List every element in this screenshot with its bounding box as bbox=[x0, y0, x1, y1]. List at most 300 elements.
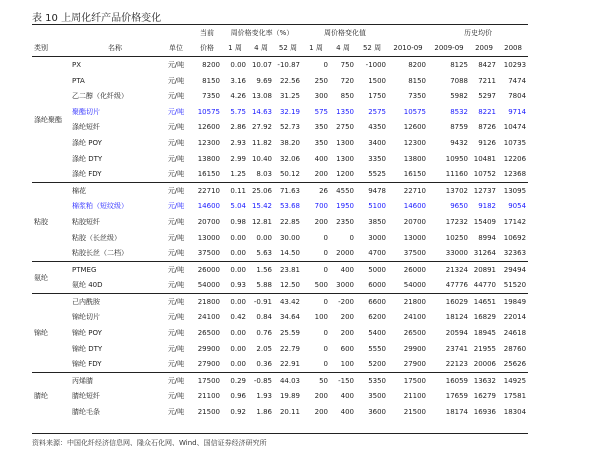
value-cell: 23.81 bbox=[274, 261, 302, 277]
product-name: 粘胶短纤 bbox=[72, 217, 100, 226]
unit-cell: 元/吨 bbox=[167, 392, 185, 401]
product-name: 棉花 bbox=[70, 182, 160, 198]
value-cell: 0.36 bbox=[256, 360, 272, 369]
product-name: 己内酰胺 bbox=[70, 294, 160, 310]
product-name: 粘胶（长丝级） bbox=[72, 233, 121, 242]
value-cell: 10.40 bbox=[251, 154, 272, 163]
value-cell: 1.25 bbox=[230, 170, 246, 179]
value-cell: 400 bbox=[314, 154, 328, 163]
col-2010-09: 2010-09 bbox=[388, 41, 428, 57]
value-cell: 0 bbox=[323, 249, 328, 258]
value-cell: 22.56 bbox=[279, 76, 300, 85]
value-cell: 30.00 bbox=[279, 233, 300, 242]
price-table bbox=[32, 24, 528, 420]
value-cell: 22710 bbox=[192, 182, 222, 198]
category-cell: 腈纶 bbox=[32, 373, 70, 420]
value-cell: 1500 bbox=[368, 76, 387, 85]
product-name: 涤纶 DTY bbox=[72, 154, 103, 163]
product-name: 锦纶切片 bbox=[72, 313, 100, 322]
value-cell: 38.20 bbox=[279, 138, 300, 147]
value-cell: 100 bbox=[340, 360, 354, 369]
table-row bbox=[32, 182, 528, 198]
value-cell: 9714 bbox=[508, 107, 527, 116]
value-cell: 4550 bbox=[330, 182, 356, 198]
table-row bbox=[32, 278, 528, 294]
unit-cell: 元/吨 bbox=[167, 138, 185, 147]
value-cell: 4700 bbox=[368, 249, 387, 258]
value-cell: 0.76 bbox=[256, 329, 272, 338]
value-cell: 37500 bbox=[403, 249, 427, 258]
value-cell: 5.75 bbox=[230, 107, 246, 116]
unit-cell: 元/吨 bbox=[160, 373, 192, 389]
value-cell: 12206 bbox=[503, 154, 527, 163]
product-name: 涤纶 FDY bbox=[72, 170, 102, 179]
value-cell: 5550 bbox=[368, 344, 387, 353]
value-cell: 53.68 bbox=[279, 202, 300, 211]
value-cell: 8726 bbox=[478, 123, 497, 132]
value-cell: 22123 bbox=[445, 360, 469, 369]
unit-cell: 元/吨 bbox=[167, 233, 185, 242]
table-row bbox=[32, 73, 528, 89]
value-cell: 3850 bbox=[368, 217, 387, 226]
product-name: 乙二醇（化纤级） bbox=[72, 92, 128, 101]
table-row bbox=[32, 341, 528, 357]
value-cell: 16059 bbox=[428, 373, 470, 389]
value-cell: 300 bbox=[314, 92, 328, 101]
value-cell: 5100 bbox=[368, 202, 387, 211]
value-cell: 5.04 bbox=[230, 202, 246, 211]
product-name: 氨纶 40D bbox=[72, 281, 103, 290]
value-cell: 13800 bbox=[403, 154, 427, 163]
unit-cell: 元/吨 bbox=[167, 217, 185, 226]
value-cell: 575 bbox=[314, 107, 328, 116]
unit-cell: 元/吨 bbox=[167, 313, 185, 322]
value-cell: 20.11 bbox=[279, 408, 300, 417]
value-cell: 22.91 bbox=[279, 360, 300, 369]
value-cell: 17232 bbox=[445, 217, 469, 226]
value-cell: 0.00 bbox=[230, 329, 246, 338]
value-cell: 44770 bbox=[473, 281, 497, 290]
value-cell: 27900 bbox=[197, 360, 220, 369]
col-category: 类别 bbox=[32, 41, 70, 57]
value-cell: 14651 bbox=[470, 294, 498, 310]
value-cell: 26 bbox=[302, 182, 330, 198]
value-cell: 20700 bbox=[403, 217, 427, 226]
value-cell: 18174 bbox=[445, 408, 469, 417]
value-cell: 6600 bbox=[356, 294, 388, 310]
table-row bbox=[32, 88, 528, 104]
value-cell: 0 bbox=[302, 261, 330, 277]
unit-cell: 元/吨 bbox=[167, 107, 185, 116]
table-row bbox=[32, 166, 528, 182]
value-cell: 350 bbox=[314, 123, 328, 132]
value-cell: 13.08 bbox=[251, 92, 272, 101]
header-row-2 bbox=[32, 41, 528, 57]
value-cell: 0.00 bbox=[230, 344, 246, 353]
value-cell: 19849 bbox=[498, 294, 528, 310]
unit-cell: 元/吨 bbox=[167, 170, 185, 179]
value-cell: 20006 bbox=[473, 360, 497, 369]
category-cell: 粘胶 bbox=[32, 182, 70, 261]
value-cell: 9432 bbox=[450, 138, 469, 147]
table-row bbox=[32, 120, 528, 136]
value-cell: 14.63 bbox=[251, 107, 272, 116]
value-cell: 0.92 bbox=[230, 408, 246, 417]
value-cell: 21100 bbox=[197, 392, 220, 401]
value-cell: 3.16 bbox=[230, 76, 246, 85]
product-name: 锦纶 POY bbox=[72, 329, 102, 338]
value-cell: 8532 bbox=[450, 107, 469, 116]
unit-cell: 元/吨 bbox=[160, 294, 192, 310]
value-cell: 16150 bbox=[403, 170, 427, 179]
value-cell: 16029 bbox=[428, 294, 470, 310]
value-cell: 34.64 bbox=[279, 313, 300, 322]
value-cell: 6000 bbox=[368, 281, 387, 290]
table-row bbox=[32, 151, 528, 167]
value-cell: 26000 bbox=[192, 261, 222, 277]
unit-cell: 元/吨 bbox=[160, 261, 192, 277]
value-cell: 0 bbox=[323, 360, 328, 369]
header-current: 当前 bbox=[192, 25, 222, 41]
value-cell: 250 bbox=[314, 76, 328, 85]
value-cell: 0.11 bbox=[222, 182, 248, 198]
value-cell: 200 bbox=[340, 313, 354, 322]
value-cell: 17500 bbox=[388, 373, 428, 389]
unit-cell: 元/吨 bbox=[167, 92, 185, 101]
value-cell: 3000 bbox=[368, 233, 387, 242]
value-cell: 0 bbox=[349, 233, 354, 242]
value-cell: 5.88 bbox=[256, 281, 272, 290]
value-cell: 5.63 bbox=[256, 249, 272, 258]
value-cell: 28760 bbox=[503, 344, 527, 353]
header-pct-change: 周价格变化率（%） bbox=[222, 25, 302, 41]
value-cell: 54000 bbox=[197, 281, 220, 290]
table-row bbox=[32, 135, 528, 151]
value-cell: 22014 bbox=[503, 313, 527, 322]
value-cell: 9650 bbox=[450, 202, 469, 211]
value-cell: 0.00 bbox=[230, 360, 246, 369]
value-cell: 20594 bbox=[445, 329, 469, 338]
table-row bbox=[32, 310, 528, 326]
value-cell: 31.25 bbox=[279, 92, 300, 101]
value-cell: 16829 bbox=[473, 313, 497, 322]
value-cell: 3400 bbox=[368, 138, 387, 147]
value-cell: 13000 bbox=[197, 233, 220, 242]
value-cell: 1.93 bbox=[256, 392, 272, 401]
value-cell: 1.56 bbox=[248, 261, 274, 277]
value-cell: 0 bbox=[302, 57, 330, 73]
value-cell: 200 bbox=[314, 170, 328, 179]
value-cell: 24100 bbox=[403, 313, 427, 322]
value-cell: 3000 bbox=[336, 281, 354, 290]
value-cell: 16936 bbox=[473, 408, 497, 417]
header-price-change: 周价格变化值 bbox=[302, 25, 388, 41]
value-cell: 29494 bbox=[498, 261, 528, 277]
value-cell: 12.50 bbox=[279, 281, 300, 290]
value-cell: 12600 bbox=[403, 123, 427, 132]
value-cell: 720 bbox=[340, 76, 354, 85]
value-cell: 2.86 bbox=[230, 123, 246, 132]
value-cell: 9126 bbox=[478, 138, 497, 147]
category-cell: 锦纶 bbox=[32, 294, 70, 373]
value-cell: 750 bbox=[330, 57, 356, 73]
value-cell: 27.92 bbox=[251, 123, 272, 132]
value-cell: 13095 bbox=[498, 182, 528, 198]
value-cell: 3500 bbox=[368, 392, 387, 401]
value-cell: 2.93 bbox=[230, 138, 246, 147]
value-cell: 10692 bbox=[503, 233, 527, 242]
value-cell: 10950 bbox=[445, 154, 469, 163]
unit-cell: 元/吨 bbox=[160, 182, 192, 198]
value-cell: 350 bbox=[314, 138, 328, 147]
unit-cell: 元/吨 bbox=[167, 344, 185, 353]
value-cell: 5000 bbox=[356, 261, 388, 277]
col-52w-val: 52 周 bbox=[356, 41, 388, 57]
value-cell: 21955 bbox=[473, 344, 497, 353]
product-name: PTA bbox=[72, 76, 85, 85]
source-note: 资料来源：中国化纤经济信息网、隆众石化网、Wind、国信证券经济研究所 bbox=[32, 433, 528, 448]
value-cell: 26500 bbox=[403, 329, 427, 338]
value-cell: 8.03 bbox=[256, 170, 272, 179]
value-cell: 400 bbox=[340, 392, 354, 401]
value-cell: 23741 bbox=[445, 344, 469, 353]
value-cell: 29900 bbox=[403, 344, 427, 353]
value-cell: 7088 bbox=[450, 76, 469, 85]
value-cell: 25.59 bbox=[279, 329, 300, 338]
col-name: 名称 bbox=[70, 41, 160, 57]
value-cell: 18945 bbox=[473, 329, 497, 338]
value-cell: 21800 bbox=[192, 294, 222, 310]
value-cell: 9182 bbox=[478, 202, 497, 211]
value-cell: 17581 bbox=[503, 392, 527, 401]
value-cell: 400 bbox=[330, 261, 356, 277]
value-cell: 18304 bbox=[503, 408, 527, 417]
value-cell: 9054 bbox=[508, 202, 527, 211]
category-cell: 氨纶 bbox=[32, 261, 70, 293]
table-row bbox=[32, 57, 528, 73]
value-cell: 1300 bbox=[336, 154, 354, 163]
value-cell: 3350 bbox=[368, 154, 387, 163]
table-row bbox=[32, 214, 528, 230]
value-cell: 2350 bbox=[336, 217, 354, 226]
value-cell: 10481 bbox=[473, 154, 497, 163]
value-cell: 12600 bbox=[197, 123, 220, 132]
value-cell: -150 bbox=[330, 373, 356, 389]
value-cell: 54000 bbox=[403, 281, 427, 290]
unit-cell: 元/吨 bbox=[167, 329, 185, 338]
value-cell: 0.98 bbox=[230, 217, 246, 226]
value-cell: 15409 bbox=[473, 217, 497, 226]
value-cell: 2.99 bbox=[230, 154, 246, 163]
product-name: 锦纶 DTY bbox=[72, 344, 103, 353]
value-cell: 5350 bbox=[356, 373, 388, 389]
col-52w: 52 周 bbox=[274, 41, 302, 57]
value-cell: 25626 bbox=[503, 360, 527, 369]
table-row bbox=[32, 104, 528, 120]
product-name: 涤纶短纤 bbox=[72, 123, 100, 132]
value-cell: 100 bbox=[314, 313, 328, 322]
value-cell: 500 bbox=[314, 281, 328, 290]
value-cell: 2.05 bbox=[256, 344, 272, 353]
value-cell: 50.12 bbox=[279, 170, 300, 179]
value-cell: 33000 bbox=[445, 249, 469, 258]
value-cell: 21500 bbox=[403, 408, 427, 417]
value-cell: 12.81 bbox=[251, 217, 272, 226]
value-cell: 21100 bbox=[403, 392, 427, 401]
unit-cell: 元/吨 bbox=[167, 202, 185, 211]
product-name: PTMEG bbox=[70, 261, 160, 277]
value-cell: 7211 bbox=[478, 76, 497, 85]
value-cell: 8150 bbox=[202, 76, 220, 85]
value-cell: 10474 bbox=[503, 123, 527, 132]
value-cell: 8427 bbox=[470, 57, 498, 73]
unit-cell: 元/吨 bbox=[167, 249, 185, 258]
value-cell: 22.85 bbox=[279, 217, 300, 226]
value-cell: 0.00 bbox=[230, 233, 246, 242]
value-cell: 2000 bbox=[336, 249, 354, 258]
value-cell: 11160 bbox=[445, 170, 469, 179]
value-cell: 1350 bbox=[336, 107, 354, 116]
unit-cell: 元/吨 bbox=[167, 360, 185, 369]
value-cell: 0 bbox=[323, 329, 328, 338]
table-row bbox=[32, 245, 528, 261]
value-cell: 25.06 bbox=[248, 182, 274, 198]
value-cell: 17500 bbox=[192, 373, 222, 389]
value-cell: 37500 bbox=[197, 249, 220, 258]
value-cell: 1950 bbox=[336, 202, 354, 211]
value-cell: 700 bbox=[314, 202, 328, 211]
value-cell: 2750 bbox=[336, 123, 354, 132]
value-cell: 29900 bbox=[197, 344, 220, 353]
value-cell: 0 bbox=[323, 344, 328, 353]
value-cell: 14600 bbox=[403, 202, 427, 211]
value-cell: 12300 bbox=[197, 138, 220, 147]
value-cell: 8200 bbox=[388, 57, 428, 73]
table-row bbox=[32, 373, 528, 389]
col-price: 价格 bbox=[192, 41, 222, 57]
header-row-1 bbox=[32, 25, 528, 41]
value-cell: 6200 bbox=[368, 313, 387, 322]
value-cell: 9478 bbox=[356, 182, 388, 198]
unit-cell: 元/吨 bbox=[167, 154, 185, 163]
value-cell: 8125 bbox=[428, 57, 470, 73]
value-cell: 14.50 bbox=[279, 249, 300, 258]
header-hist-avg: 历史均价 bbox=[428, 25, 528, 41]
value-cell: 52.73 bbox=[279, 123, 300, 132]
value-cell: 24618 bbox=[503, 329, 527, 338]
value-cell: 21324 bbox=[428, 261, 470, 277]
product-name: 聚酯切片 bbox=[72, 107, 100, 116]
value-cell: 10575 bbox=[403, 107, 427, 116]
value-cell: 43.42 bbox=[274, 294, 302, 310]
value-cell: 10575 bbox=[197, 107, 220, 116]
value-cell: 13632 bbox=[470, 373, 498, 389]
value-cell: 32.06 bbox=[279, 154, 300, 163]
value-cell: 10735 bbox=[503, 138, 527, 147]
unit-cell: 元/吨 bbox=[167, 281, 185, 290]
table-row bbox=[32, 404, 528, 420]
value-cell: 20700 bbox=[197, 217, 220, 226]
value-cell: 32.19 bbox=[279, 107, 300, 116]
value-cell: 8994 bbox=[478, 233, 497, 242]
col-1m-val: 1 周 bbox=[302, 41, 330, 57]
value-cell: 31264 bbox=[473, 249, 497, 258]
table-row bbox=[32, 389, 528, 405]
value-cell: 8150 bbox=[408, 76, 427, 85]
value-cell: 0.00 bbox=[222, 57, 248, 73]
value-cell: -0.85 bbox=[248, 373, 274, 389]
value-cell: 0.84 bbox=[256, 313, 272, 322]
value-cell: 7474 bbox=[508, 76, 527, 85]
value-cell: 17659 bbox=[445, 392, 469, 401]
value-cell: 32363 bbox=[503, 249, 527, 258]
value-cell: 10293 bbox=[498, 57, 528, 73]
value-cell: 13800 bbox=[197, 154, 220, 163]
value-cell: 10752 bbox=[473, 170, 497, 179]
unit-cell: 元/吨 bbox=[167, 123, 185, 132]
value-cell: 7350 bbox=[408, 92, 427, 101]
value-cell: 47776 bbox=[445, 281, 469, 290]
value-cell: 18124 bbox=[445, 313, 469, 322]
value-cell: 71.63 bbox=[274, 182, 302, 198]
table-row bbox=[32, 325, 528, 341]
value-cell: 600 bbox=[340, 344, 354, 353]
col-1m: 1 周 bbox=[222, 41, 248, 57]
value-cell: -0.91 bbox=[248, 294, 274, 310]
value-cell: 5400 bbox=[368, 329, 387, 338]
value-cell: 51520 bbox=[503, 281, 527, 290]
value-cell: 0.00 bbox=[256, 233, 272, 242]
product-name: 丙烯腈 bbox=[70, 373, 160, 389]
value-cell: 0.96 bbox=[230, 392, 246, 401]
value-cell: 22.79 bbox=[279, 344, 300, 353]
table-row bbox=[32, 199, 528, 215]
value-cell: 7804 bbox=[508, 92, 527, 101]
value-cell: 200 bbox=[314, 392, 328, 401]
value-cell: 27900 bbox=[403, 360, 427, 369]
col-2009-09: 2009-09 bbox=[428, 41, 470, 57]
value-cell: 12737 bbox=[470, 182, 498, 198]
value-cell: 200 bbox=[340, 329, 354, 338]
value-cell: 7350 bbox=[202, 92, 220, 101]
table-row bbox=[32, 356, 528, 372]
table-row bbox=[32, 294, 528, 310]
value-cell: 9.69 bbox=[256, 76, 272, 85]
value-cell: 5982 bbox=[450, 92, 469, 101]
value-cell: 4350 bbox=[368, 123, 387, 132]
value-cell: 400 bbox=[340, 408, 354, 417]
value-cell: 44.03 bbox=[274, 373, 302, 389]
value-cell: 8221 bbox=[478, 107, 497, 116]
value-cell: 11.82 bbox=[251, 138, 272, 147]
value-cell: 0.00 bbox=[230, 249, 246, 258]
product-name: PX bbox=[70, 57, 160, 73]
value-cell: 0.29 bbox=[222, 373, 248, 389]
value-cell: 200 bbox=[314, 217, 328, 226]
product-name: 腈纶毛条 bbox=[72, 408, 100, 417]
col-4w-val: 4 周 bbox=[330, 41, 356, 57]
value-cell: 1.86 bbox=[256, 408, 272, 417]
col-unit: 单位 bbox=[160, 41, 192, 57]
value-cell: 14600 bbox=[197, 202, 220, 211]
value-cell: 0.00 bbox=[222, 294, 248, 310]
value-cell: 12300 bbox=[403, 138, 427, 147]
value-cell: 5200 bbox=[368, 360, 387, 369]
value-cell: 2575 bbox=[368, 107, 387, 116]
value-cell: 26500 bbox=[197, 329, 220, 338]
value-cell: 24100 bbox=[197, 313, 220, 322]
product-name: 涤纶 POY bbox=[72, 138, 102, 147]
